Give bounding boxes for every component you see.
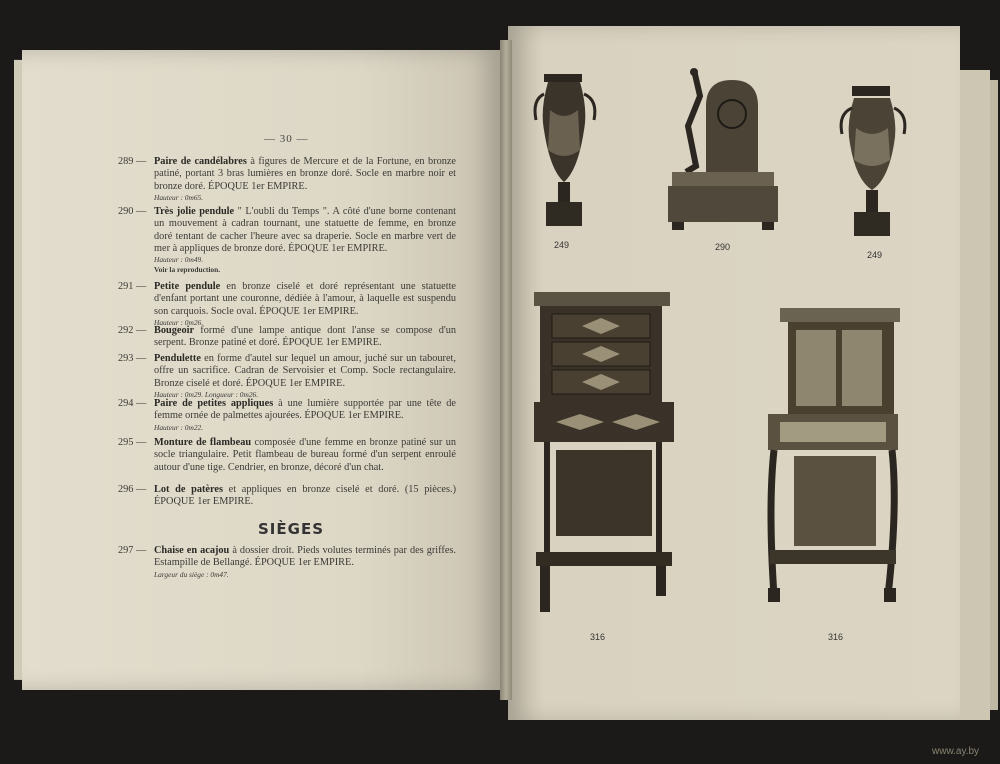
entry-dimensions: Hauteur : 0m49. xyxy=(154,255,204,265)
cabinet-right-image xyxy=(764,306,902,620)
entry-text: formé d'une lampe antique dont l'anse se compose d'un serpent. Bronze patiné et doré. ÉPOQUE 1er EMPIRE. xyxy=(154,325,456,349)
entry-text: en forme d'autel sur lequel un amour, juché sur un tabouret, offre un sacrifice. Cadran de Servoisier et Comp. Socle rectangulaire. Bronze ciselé et doré. ÉPOQUE 1er EMPIRE. xyxy=(154,353,456,389)
entry-number: 296 — xyxy=(118,484,147,495)
entry-title: Lot de patères xyxy=(154,484,223,495)
entry-number: 292 — xyxy=(118,325,147,336)
entry-dimensions: Hauteur : 0m29. Longueur : 0m26. xyxy=(154,389,259,399)
caption-vase-left: 249 xyxy=(554,240,570,250)
section-heading: SIÈGES xyxy=(258,520,324,538)
cabinet-left-image xyxy=(530,290,678,618)
entry-dimensions: Hauteur : 0m65. xyxy=(154,192,204,202)
entry-dimensions: Hauteur : 0m26. xyxy=(154,317,204,327)
entry-text: " L'oubli du Temps ". A côté d'une borne contenant un mouvement à cadran tournant, une statuette de femme, en bronze doré tentant de cacher l'heure avec sa draperie. Socle en marbre vert de mer à appliques de bronze doré. ÉPOQUE 1er EMPIRE. xyxy=(154,206,456,254)
caption-clock: 290 xyxy=(715,242,731,252)
entry-number: 291 — xyxy=(118,281,147,292)
catalogue-entry-295 xyxy=(118,437,456,474)
catalogue-entry-294 xyxy=(118,398,456,433)
catalogue-entry-291 xyxy=(118,281,456,328)
catalogue-entry-297 xyxy=(118,545,456,580)
entry-number: 289 — xyxy=(118,156,147,167)
entry-text: en bronze ciselé et doré représentant une statuette d'enfant portant une couronne, dédiée à l'amour, à laquelle est suspendu son carquois. Socle oval. ÉPOQUE 1er EMPIRE. xyxy=(154,281,456,317)
caption-cabinet-right: 316 xyxy=(828,632,844,642)
catalogue-entry-292 xyxy=(118,325,456,350)
vase-left-image xyxy=(530,70,610,232)
entry-title: Bougeoir xyxy=(154,325,195,336)
catalogue-entry-290 xyxy=(118,206,456,275)
vase-right-image xyxy=(836,84,912,242)
entry-title: Paire de candélabres xyxy=(154,156,247,167)
entry-title: Paire de petites appliques xyxy=(154,398,274,409)
entry-text: à une lumière supportée par une tête de femme ornée de palmettes ajourées. ÉPOQUE 1er EMPIRE. xyxy=(154,398,456,422)
entry-text: composée d'une femme en bronze patiné sur un socle triangulaire. Petit flambeau de bureau formé d'un serpent enroulé autour d'une tige. Cendrier, en bronze, décoré d'un chat. xyxy=(154,437,457,473)
entry-dimensions: Hauteur : 0m22. xyxy=(154,422,204,432)
entry-number: 293 — xyxy=(118,353,147,364)
entry-number: 295 — xyxy=(118,437,147,448)
page-number: — 30 — xyxy=(264,133,309,145)
entry-dimensions: Largeur du siège : 0m47. xyxy=(154,569,229,579)
entry-note: Voir la reproduction. xyxy=(154,265,221,275)
entry-title: Monture de flambeau xyxy=(154,437,252,448)
entry-title: Très jolie pendule xyxy=(154,206,235,217)
entry-text: et appliques en bronze ciselé et doré. (15 pièces.) ÉPOQUE 1er EMPIRE. xyxy=(154,484,456,508)
entry-number: 297 — xyxy=(118,545,147,556)
entry-text: à dossier droit. Pieds volutes terminés par des griffes. Estampille de Bellangé. ÉPOQUE 1er EMPIRE. xyxy=(154,545,456,569)
entry-number: 290 — xyxy=(118,206,147,217)
catalogue-entry-296 xyxy=(118,484,456,509)
entry-title: Chaise en acajou xyxy=(154,545,230,556)
entry-title: Petite pendule xyxy=(154,281,221,292)
catalogue-entry-293 xyxy=(118,353,456,400)
entry-text: à figures de Mercure et de la Fortune, en bronze patiné, portant 3 bras lumières en bronze doré. Socle en marbre noir et bronze doré. ÉPOQUE 1er EMPIRE. xyxy=(154,156,457,192)
watermark: www.ay.by xyxy=(932,746,980,757)
book-spine xyxy=(500,40,512,700)
clock-image xyxy=(666,66,780,236)
catalogue-entry-289 xyxy=(118,156,456,203)
entry-number: 294 — xyxy=(118,398,147,409)
caption-cabinet-left: 316 xyxy=(590,632,606,642)
caption-vase-right: 249 xyxy=(867,250,883,260)
entry-title: Pendulette xyxy=(154,353,201,364)
